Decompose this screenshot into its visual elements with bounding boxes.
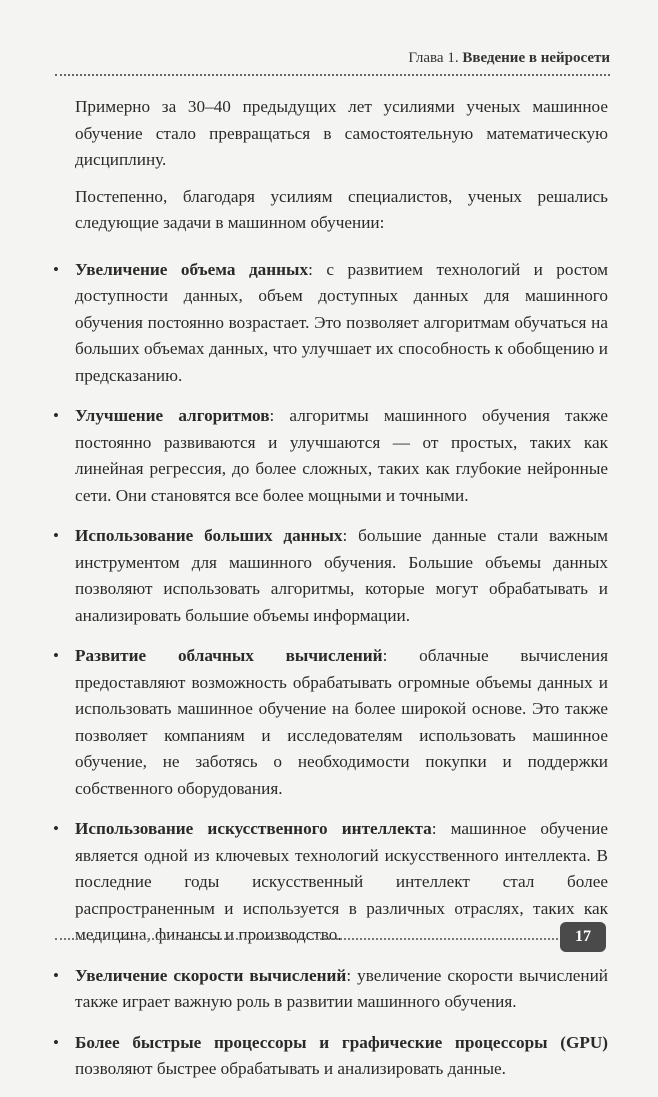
body-text: [53, 94, 608, 1097]
list-item-term: Улучшение алгоритмов: [75, 406, 270, 425]
list-item-text: : большие данные стали важным инструментом для машинного обучения. Большие объемы данных позволяют использовать алгоритмы, которые могут обрабатывать и анализировать большие объемы информации.: [75, 526, 608, 625]
paragraph-lead-in: Постепенно, благодаря усилиям специалистов, ученых решались следующие задачи в машинном обучении:: [75, 186, 608, 232]
list-item: [53, 523, 608, 629]
list-item-text: : облачные вычисления предоставляют возможность обрабатывать огромные объемы данных и использовать машинное обучение на более широкой основе. Это также позволяет компаниям и исследователям использовать машинное обучение, не заботясь о необходимости покупки и поддержки собственного оборудования.: [75, 646, 608, 798]
chapter-title: Введение в нейросети: [462, 50, 610, 66]
bullet-icon: •: [53, 259, 59, 279]
bullet-icon: •: [53, 526, 59, 545]
list-item-term: Более быстрые процессоры и графические процессоры (GPU): [75, 1032, 608, 1052]
list-item: [53, 816, 608, 949]
bullet-icon: •: [53, 406, 59, 425]
bullet-icon: •: [53, 1032, 59, 1052]
list-item: [53, 257, 608, 390]
list-item-text: : увеличение скорости вычислений также играет важную роль в развитии машинного обучения.: [75, 965, 608, 1011]
list-item-text: позволяют быстрее обрабатывать и анализировать данные.: [75, 1059, 506, 1078]
list-item-text: : с развитием технологий и ростом доступности данных, объем доступных данных для машинного обучения постоянно возрастает. Это позволяет алгоритмам обучаться на больших объемах данных, что улучшает их способность к обобщению и предсказанию.: [75, 259, 608, 385]
footer-divider: [55, 938, 562, 940]
list-item-text: : машинное обучение является одной из ключевых технологий искусственного интеллекта. В последние годы искусственный интеллект стал более распространенным и используется в различных отраслях, таких как медицина, финансы и производство.: [75, 819, 608, 944]
header-divider: [55, 74, 610, 76]
paragraph-intro: Примерно за 30–40 предыдущих лет усилиями ученых машинное обучение стало превращаться в самостоятельную математическую дисциплину.: [75, 97, 608, 169]
chapter-prefix: Глава 1.: [408, 50, 459, 66]
list-item: [53, 403, 608, 509]
list-item-term: Использование больших данных: [75, 526, 343, 545]
bullet-icon: •: [53, 646, 59, 665]
bullet-list: [53, 257, 608, 1083]
list-item-term: Увеличение объема данных: [75, 259, 309, 279]
bullet-icon: •: [53, 819, 59, 838]
list-item-term: Увеличение скорости вычислений: [75, 965, 347, 985]
list-item-term: Развитие облачных вычислений: [75, 646, 383, 665]
list-item: [53, 643, 608, 802]
list-item-term: Использование искусственного интеллекта: [75, 819, 432, 838]
running-header: [0, 50, 610, 67]
page-number-badge: 17: [560, 922, 606, 952]
bullet-icon: •: [53, 965, 59, 985]
list-item: [53, 1030, 608, 1083]
list-item-text: : алгоритмы машинного обучения также постоянно развиваются и улучшаются — от простых, таких как линейная регрессия, до более сложных, таких как глубокие нейронные сети. Они становятся все более мощными и точными.: [75, 406, 608, 505]
list-item: [53, 963, 608, 1016]
